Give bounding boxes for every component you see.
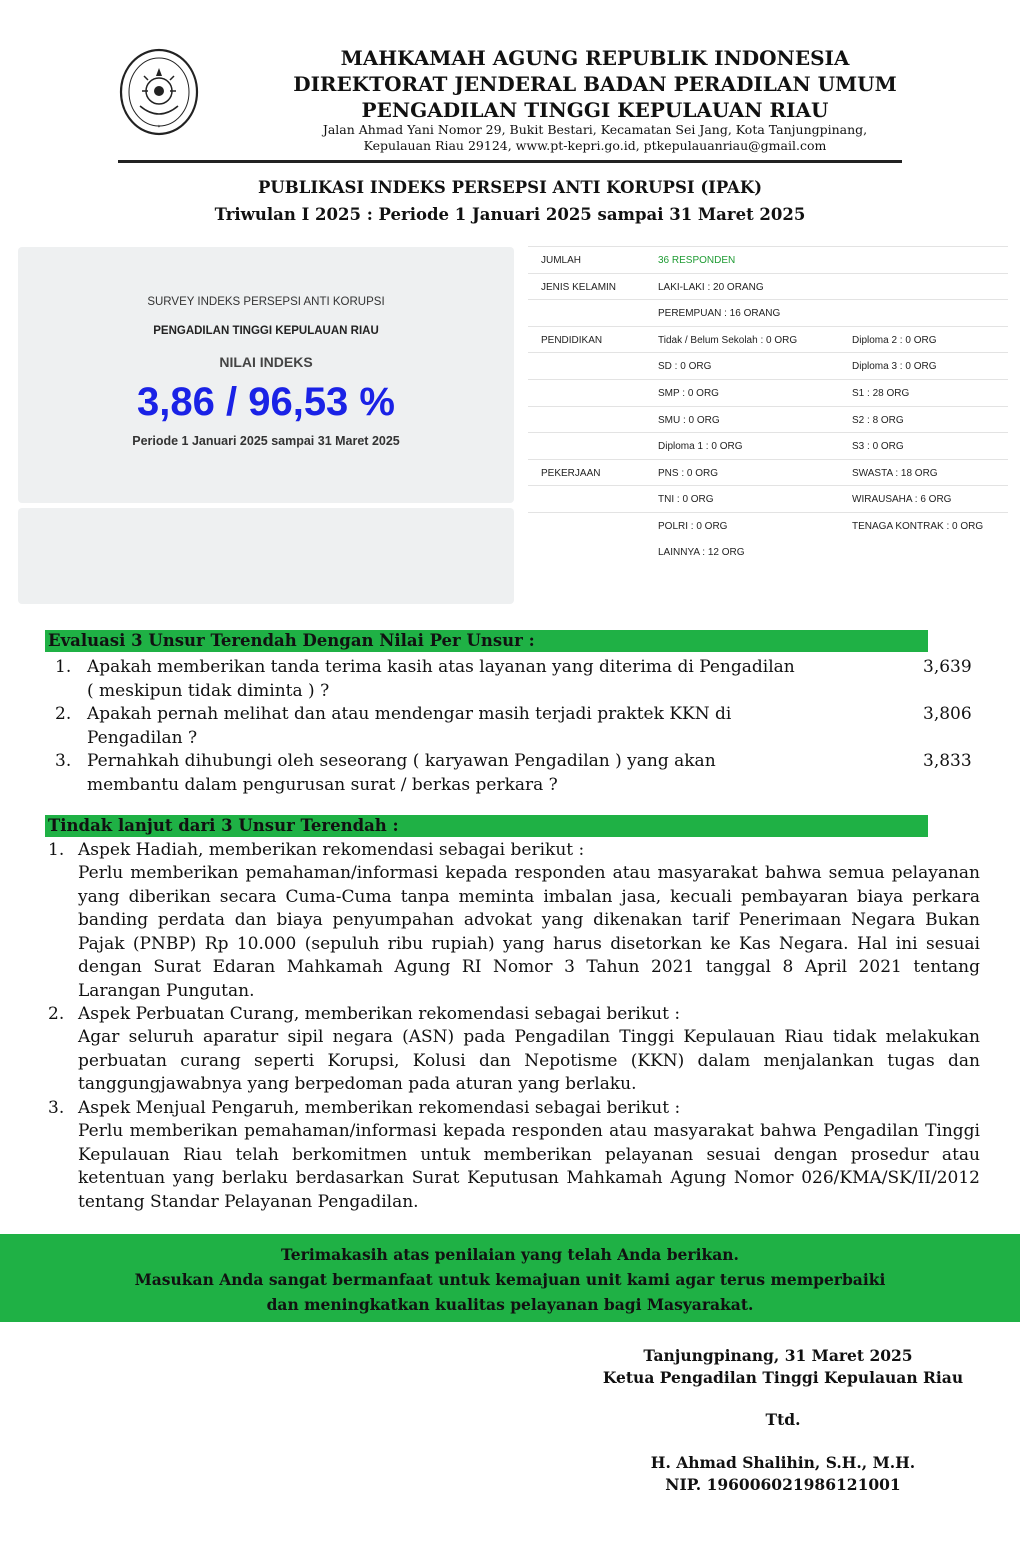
- document-title: PUBLIKASI INDEKS PERSEPSI ANTI KORUPSI (IPAK): [257, 178, 763, 197]
- signatory-name: H. Ahmad Shalihin, S.H., M.H.: [650, 1453, 916, 1472]
- followup-item-1-number: 1.: [48, 840, 65, 860]
- table-row: SMP : 0 ORG S1 : 28 ORG: [528, 379, 1008, 406]
- table-row: JUMLAH 36 RESPONDEN: [528, 246, 1008, 273]
- table-row: SD : 0 ORG Diploma 3 : 0 ORG: [528, 352, 1008, 379]
- followup-item-3-body: Perlu memberikan pemahaman/informasi kepada responden atau masyarakat bahwa Pengadilan Tinggi Kepulauan Riau telah berkomitmen untuk memberikan pelayanan sesuai dengan prosedur atau ketentuan yang berlaku berdasarkan Surat Keputusan Mahkamah Agung Nomor 026/KMA/SK/II/2012 tentang Standar Pelayanan Pengadilan.: [78, 1121, 980, 1212]
- evaluation-item-1-text: Apakah memberikan tanda terima kasih atas layanan yang diterima di Pengadilan ( meskipun tidak diminta ) ?: [87, 657, 795, 701]
- followup-heading: Tindak lanjut dari 3 Unsur Terendah :: [45, 815, 928, 837]
- followup-item-2-number: 2.: [48, 1004, 65, 1024]
- document-period: Triwulan I 2025 : Periode 1 Januari 2025 sampai 31 Maret 2025: [214, 205, 806, 224]
- thanks-line-3: dan meningkatkan kualitas pelayanan bagi Masyarakat.: [266, 1295, 754, 1314]
- evaluation-item-3-number: 3.: [55, 751, 72, 771]
- evaluation-item-1-number: 1.: [55, 657, 72, 677]
- followup-item-2-body: Agar seluruh aparatur sipil negara (ASN) pada Pengadilan Tinggi Kepulauan Riau tidak melakukan perbuatan curang seperti Korupsi, Kolusi dan Nepotisme (KKN) dalam menjalankan tugas dan tanggungjawabnya yang berpedoman pada aturan yang berlaku.: [78, 1027, 980, 1094]
- table-row: PEKERJAAN PNS : 0 ORG SWASTA : 18 ORG: [528, 459, 1008, 486]
- signatory-nip: NIP. 196006021986121001: [665, 1475, 901, 1494]
- followup-item-2-heading: Aspek Perbuatan Curang, memberikan rekomendasi sebagai berikut :: [78, 1004, 681, 1024]
- thanks-line-2: Masukan Anda sangat bermanfaat untuk kemajuan unit kami agar terus memperbaiki: [134, 1270, 886, 1289]
- header-rule: [118, 160, 902, 163]
- index-value: 3,86 / 96,53 %: [137, 380, 395, 424]
- signature-place-date: Tanjungpinang, 31 Maret 2025: [643, 1346, 913, 1365]
- table-row: JENIS KELAMIN LAKI-LAKI : 20 ORANG: [528, 273, 1008, 300]
- evaluation-item-3-text: Pernahkah dihubungi oleh seseorang ( karyawan Pengadilan ) yang akan membantu dalam pengurusan surat / berkas perkara ?: [87, 751, 716, 795]
- table-row: PENDIDIKAN Tidak / Belum Sekolah : 0 ORG Diploma 2 : 0 ORG: [528, 326, 1008, 353]
- index-label: NILAI INDEKS: [219, 354, 313, 370]
- survey-period: Periode 1 Januari 2025 sampai 31 Maret 2025: [132, 434, 400, 448]
- address-line-1: Jalan Ahmad Yani Nomor 29, Bukit Bestari, Kecamatan Sei Jang, Kota Tanjungpinang,: [322, 122, 868, 137]
- court-seal-logo: [118, 46, 200, 142]
- header-line-1: MAHKAMAH AGUNG REPUBLIK INDONESIA: [340, 46, 850, 70]
- followup-item-1-body: Perlu memberikan pemahaman/informasi kepada responden atau masyarakat bahwa semua pelayanan yang diberikan secara Cuma-Cuma tanpa meminta imbalan jasa, kecuali pembayaran biaya perkara banding perdata dan biaya penyumpahan advokat yang dikenakan tarif Penerimaan Negara Bukan Pajak (PNBP) Rp 10.000 (sepuluh ribu rupiah) yang harus disetorkan ke Kas Negara. Hal ini sesuai dengan Surat Edaran Mahkamah Agung RI Nomor 3 Tahun 2021 tanggal 8 April 2021 tentang Larangan Pungutan.: [78, 863, 980, 1001]
- header-line-3: PENGADILAN TINGGI KEPULAUAN RIAU: [361, 98, 829, 122]
- evaluation-item-2-text: Apakah pernah melihat dan atau mendengar masih terjadi praktek KKN di Pengadilan ?: [87, 704, 732, 748]
- table-row: SMU : 0 ORG S2 : 8 ORG: [528, 406, 1008, 433]
- svg-text:✦: ✦: [156, 124, 162, 130]
- evaluation-item-1-value: 3,639: [923, 657, 972, 677]
- evaluation-item-2-value: 3,806: [923, 704, 972, 724]
- thanks-line-1: Terimakasih atas penilaian yang telah Anda berikan.: [281, 1245, 739, 1264]
- table-row: POLRI : 0 ORG TENAGA KONTRAK : 0 ORG: [528, 512, 1008, 539]
- table-row: LAINNYA : 12 ORG: [658, 546, 745, 558]
- table-row: PEREMPUAN : 16 ORANG: [528, 299, 1008, 326]
- survey-card-lower-panel: [18, 508, 514, 604]
- survey-court: PENGADILAN TINGGI KEPULAUAN RIAU: [153, 325, 379, 337]
- followup-item-3-number: 3.: [48, 1098, 65, 1118]
- survey-heading: SURVEY INDEKS PERSEPSI ANTI KORUPSI: [147, 296, 385, 308]
- signature-position: Ketua Pengadilan Tinggi Kepulauan Riau: [602, 1368, 964, 1387]
- address-line-2: Kepulauan Riau 29124, www.pt-kepri.go.id, ptkepulauanriau@gmail.com: [363, 138, 827, 153]
- respondent-table: [528, 246, 1008, 564]
- evaluation-heading: Evaluasi 3 Unsur Terendah Dengan Nilai Per Unsur :: [45, 630, 928, 652]
- signature-ttd: Ttd.: [765, 1410, 801, 1429]
- evaluation-item-2-number: 2.: [55, 704, 72, 724]
- table-row: TNI : 0 ORG WIRAUSAHA : 6 ORG: [528, 485, 1008, 512]
- followup-item-1-heading: Aspek Hadiah, memberikan rekomendasi sebagai berikut :: [78, 840, 585, 860]
- evaluation-item-3-value: 3,833: [923, 751, 972, 771]
- survey-index-card: [18, 247, 514, 503]
- header-line-2: DIREKTORAT JENDERAL BADAN PERADILAN UMUM: [293, 72, 897, 96]
- followup-item-3-heading: Aspek Menjual Pengaruh, memberikan rekomendasi sebagai berikut :: [78, 1098, 681, 1118]
- table-row: Diploma 1 : 0 ORG S3 : 0 ORG: [528, 432, 1008, 459]
